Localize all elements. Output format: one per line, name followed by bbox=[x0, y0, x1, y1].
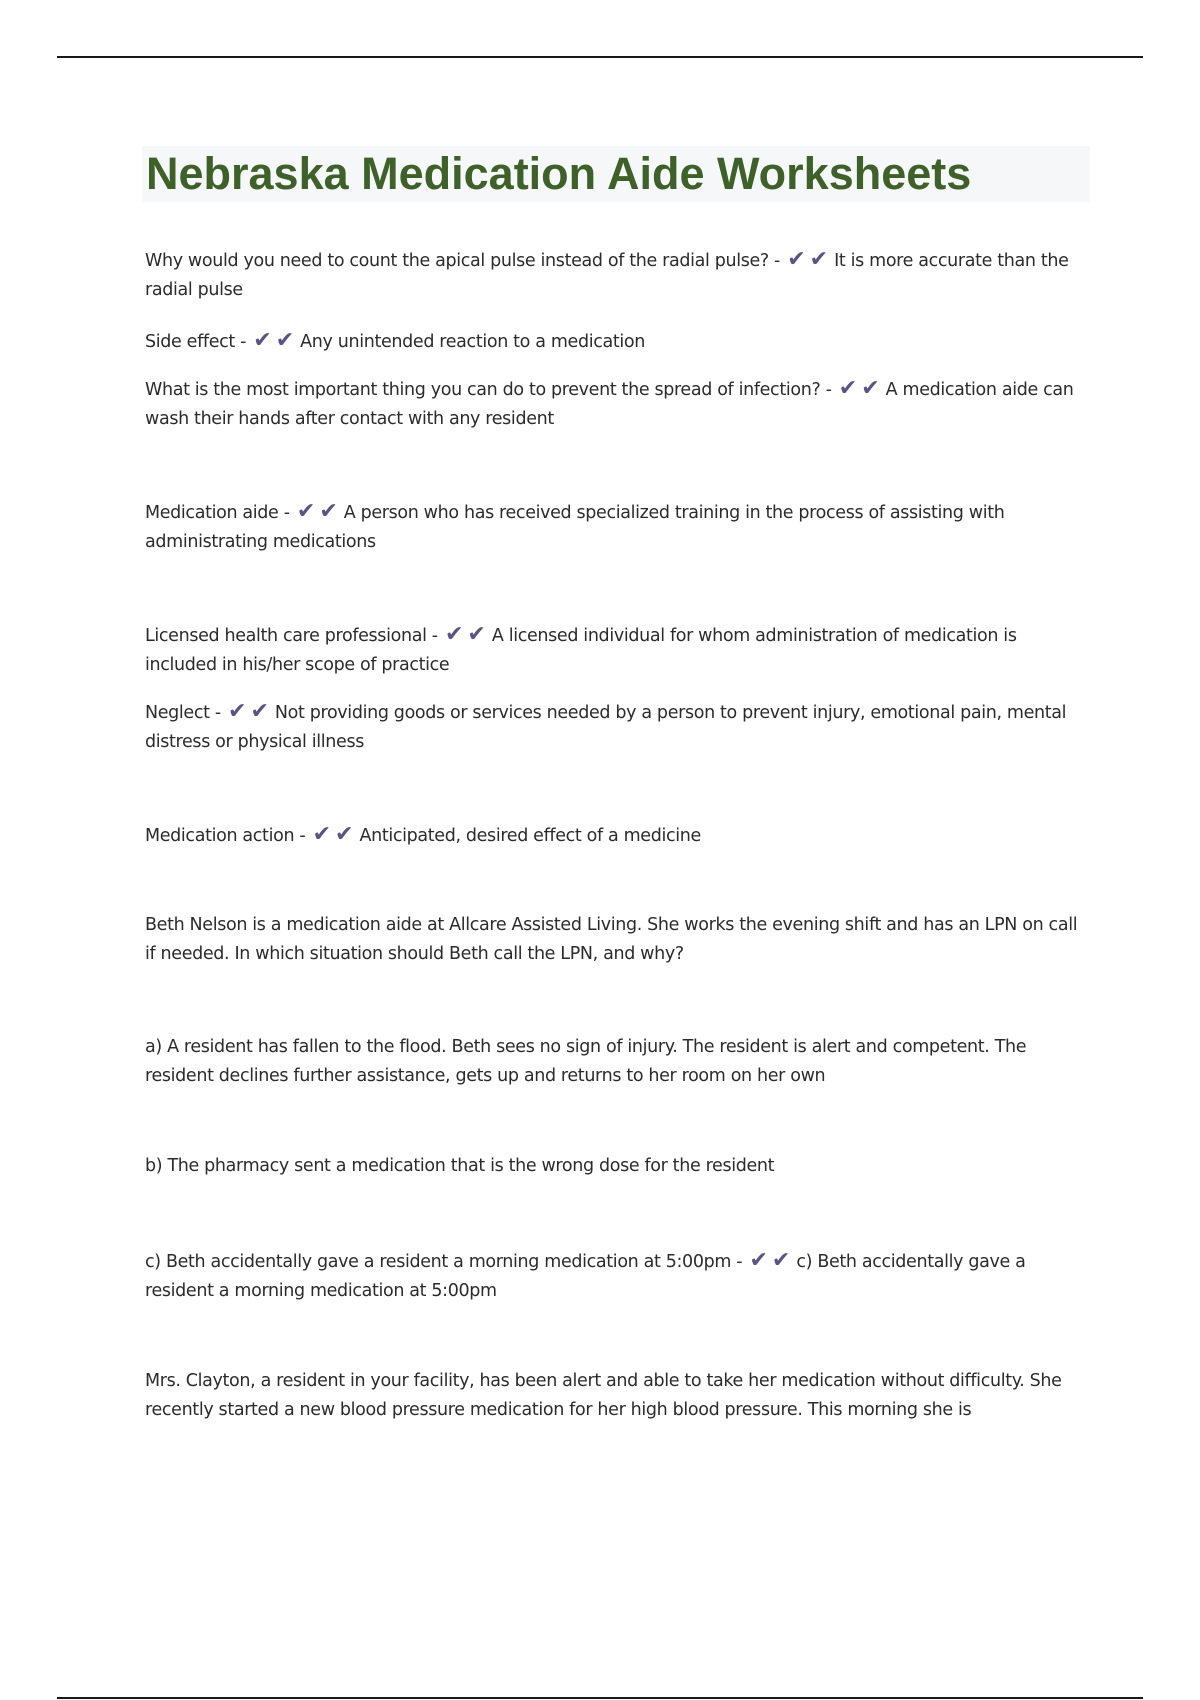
double-check-icon: ✔✔ bbox=[228, 699, 273, 724]
scenario-paragraph: Beth Nelson is a medication aide at Allcare Assisted Living. She works the evening shift and has an LPN on call if needed. In which situation should Beth call the LPN, and why? bbox=[145, 915, 1078, 964]
qa-item-medication-action bbox=[145, 820, 1090, 851]
final-paragraph: Mrs. Clayton, a resident in your facility, has been alert and able to take her medication without difficulty. She recently started a new blood pressure medication for her high blood pressure. This morning she is bbox=[145, 1371, 1062, 1420]
question-text: Side effect - bbox=[145, 332, 247, 352]
document-title: Nebraska Medication Aide Worksheets bbox=[146, 148, 972, 199]
question-text: Why would you need to count the apical pulse instead of the radial pulse? - bbox=[145, 251, 780, 271]
answer-text: A person who has received specialized training in the process of assisting with administrating medications bbox=[145, 503, 1005, 552]
qa-item-medication-aide bbox=[145, 497, 1090, 557]
qa-item-side-effect bbox=[145, 326, 1090, 357]
top-rule bbox=[57, 56, 1143, 58]
question-text: Medication aide - bbox=[145, 503, 290, 523]
answer-text: Any unintended reaction to a medication bbox=[300, 332, 645, 352]
answer-text: It is more accurate than the radial pulse bbox=[145, 251, 1069, 300]
qa-item-neglect bbox=[145, 697, 1090, 757]
double-check-icon: ✔✔ bbox=[838, 376, 884, 401]
answer-text: Not providing goods or services needed by a person to prevent injury, emotional pain, mental distress or physical illness bbox=[145, 703, 1067, 752]
question-text: Medication action - bbox=[145, 826, 306, 846]
double-check-icon: ✔✔ bbox=[312, 822, 358, 847]
option-c bbox=[145, 1246, 1090, 1306]
question-text: c) Beth accidentally gave a resident a morning medication at 5:00pm - bbox=[145, 1252, 743, 1272]
option-a: a) A resident has fallen to the flood. Beth sees no sign of injury. The resident is alert and competent. The resident declines further assistance, gets up and returns to her room on her own bbox=[145, 1037, 1027, 1086]
option-b: b) The pharmacy sent a medication that is the wrong dose for the resident bbox=[145, 1156, 775, 1176]
question-text: What is the most important thing you can do to prevent the spread of infection? - bbox=[145, 380, 832, 400]
question-text: Neglect - bbox=[145, 703, 221, 723]
double-check-icon: ✔✔ bbox=[749, 1248, 795, 1273]
double-check-icon: ✔✔ bbox=[296, 499, 342, 524]
double-check-icon: ✔✔ bbox=[787, 247, 833, 272]
qa-item-infection bbox=[145, 374, 1090, 434]
qa-item-apical-pulse bbox=[145, 245, 1090, 305]
double-check-icon: ✔✔ bbox=[444, 622, 490, 647]
answer-text: A licensed individual for whom administration of medication is included in his/her scope of practice bbox=[145, 626, 1017, 675]
double-check-icon: ✔✔ bbox=[253, 328, 299, 353]
bottom-rule bbox=[57, 1697, 1143, 1699]
qa-item-licensed-professional bbox=[145, 620, 1090, 680]
question-text: Licensed health care professional - bbox=[145, 626, 438, 646]
answer-text: Anticipated, desired effect of a medicine bbox=[359, 826, 701, 846]
answer-text: c) Beth accidentally gave a resident a morning medication at 5:00pm bbox=[145, 1252, 1026, 1301]
answer-text: A medication aide can wash their hands after contact with any resident bbox=[145, 380, 1074, 429]
